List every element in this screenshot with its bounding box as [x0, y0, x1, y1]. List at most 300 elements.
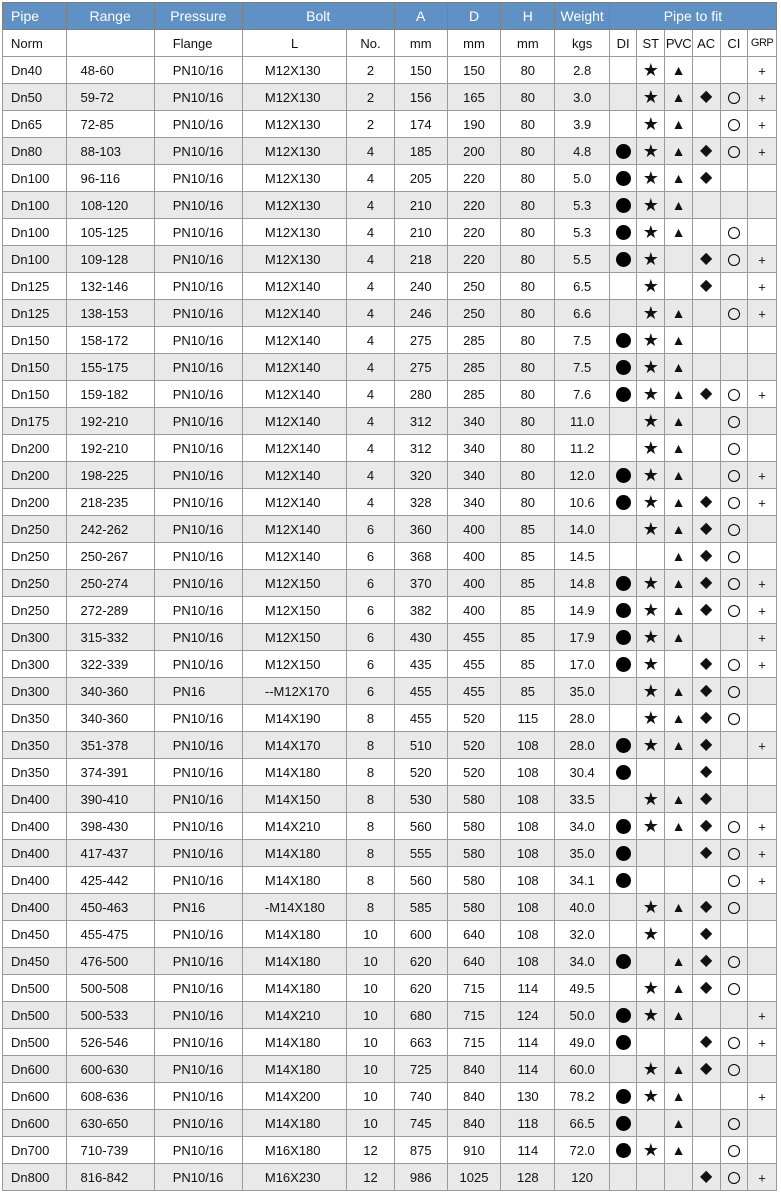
header-h: H [501, 3, 555, 30]
cell-pressure: PN10/16 [154, 408, 242, 435]
hollow-circle-icon [728, 92, 740, 104]
triangle-icon: ▲ [671, 521, 686, 538]
cell-bolt-length: M12X150 [242, 570, 347, 597]
triangle-icon: ▲ [671, 1061, 686, 1078]
table-row [3, 624, 777, 651]
cell-range: 48-60 [66, 57, 154, 84]
triangle-icon: ▲ [671, 89, 686, 106]
cell-d: 400 [447, 597, 500, 624]
cell-fit-pvc [665, 948, 693, 975]
cell-d: 165 [447, 84, 500, 111]
cell-d: 580 [447, 813, 500, 840]
cell-range: 340-360 [66, 705, 154, 732]
plus-icon: + [758, 657, 766, 673]
cell-fit-ci [720, 408, 748, 435]
cell-fit-ac [692, 354, 720, 381]
cell-pressure: PN10/16 [154, 1137, 242, 1164]
subheader-d-mm: mm [447, 30, 500, 57]
diamond-icon: ◆ [700, 547, 713, 565]
cell-range: 398-430 [66, 813, 154, 840]
pipe-spec-table [2, 2, 777, 1191]
cell-fit-di [609, 327, 637, 354]
cell-norm: Dn400 [3, 840, 67, 867]
cell-weight: 17.0 [555, 651, 609, 678]
cell-fit-st [637, 624, 665, 651]
cell-fit-pvc [665, 894, 693, 921]
cell-bolt-length: M12X130 [242, 165, 347, 192]
cell-a: 360 [394, 516, 447, 543]
cell-fit-ci [720, 786, 748, 813]
plus-icon: + [758, 279, 766, 295]
cell-pressure: PN10/16 [154, 1164, 242, 1191]
cell-h: 108 [501, 786, 555, 813]
cell-h: 108 [501, 732, 555, 759]
cell-h: 114 [501, 975, 555, 1002]
cell-fit-st [637, 435, 665, 462]
cell-fit-st [637, 111, 665, 138]
cell-fit-ci [720, 651, 748, 678]
cell-fit-ci [720, 867, 748, 894]
diamond-icon: ◆ [700, 385, 713, 403]
cell-bolt-count: 2 [347, 57, 394, 84]
cell-norm: Dn50 [3, 84, 67, 111]
cell-h: 80 [501, 408, 555, 435]
star-icon: ★ [642, 411, 659, 431]
cell-weight: 34.1 [555, 867, 609, 894]
table-row [3, 138, 777, 165]
star-icon: ★ [642, 627, 659, 647]
cell-fit-ac [692, 246, 720, 273]
cell-fit-ci [720, 921, 748, 948]
cell-fit-ac [692, 1029, 720, 1056]
cell-fit-ci [720, 192, 748, 219]
cell-bolt-length: M12X140 [242, 273, 347, 300]
cell-fit-di [609, 975, 637, 1002]
cell-bolt-length: M14X210 [242, 813, 347, 840]
cell-fit-ci [720, 705, 748, 732]
cell-range: 218-235 [66, 489, 154, 516]
cell-norm: Dn250 [3, 570, 67, 597]
cell-fit-ci [720, 1002, 748, 1029]
subheader-ac: AC [692, 30, 720, 57]
triangle-icon: ▲ [671, 440, 686, 457]
cell-d: 340 [447, 435, 500, 462]
cell-bolt-count: 8 [347, 732, 394, 759]
cell-norm: Dn700 [3, 1137, 67, 1164]
cell-fit-di [609, 192, 637, 219]
cell-fit-pvc [665, 111, 693, 138]
triangle-icon: ▲ [671, 197, 686, 214]
cell-weight: 7.5 [555, 327, 609, 354]
cell-fit-ac [692, 840, 720, 867]
cell-a: 663 [394, 1029, 447, 1056]
star-icon: ★ [642, 816, 659, 836]
subheader-norm: Norm [3, 30, 67, 57]
cell-norm: Dn200 [3, 489, 67, 516]
cell-fit-ac [692, 138, 720, 165]
cell-bolt-count: 10 [347, 975, 394, 1002]
hollow-circle-icon [728, 1172, 740, 1184]
cell-pressure: PN10/16 [154, 759, 242, 786]
cell-fit-st [637, 975, 665, 1002]
cell-weight: 17.9 [555, 624, 609, 651]
header-pressure: Pressure [154, 3, 242, 30]
star-icon: ★ [642, 1005, 659, 1025]
cell-fit-grp [748, 489, 777, 516]
cell-norm: Dn800 [3, 1164, 67, 1191]
cell-bolt-count: 4 [347, 489, 394, 516]
cell-bolt-count: 10 [347, 948, 394, 975]
cell-bolt-count: 4 [347, 246, 394, 273]
table-row [3, 705, 777, 732]
cell-fit-grp [748, 273, 777, 300]
diamond-icon: ◆ [700, 169, 713, 187]
cell-fit-ac [692, 570, 720, 597]
cell-fit-ac [692, 1083, 720, 1110]
cell-bolt-length: M12X140 [242, 354, 347, 381]
cell-fit-pvc [665, 786, 693, 813]
star-icon: ★ [642, 357, 659, 377]
star-icon: ★ [642, 87, 659, 107]
cell-fit-ac [692, 867, 720, 894]
cell-pressure: PN10/16 [154, 462, 242, 489]
table-row [3, 246, 777, 273]
cell-a: 520 [394, 759, 447, 786]
cell-bolt-length: M12X140 [242, 300, 347, 327]
cell-fit-pvc [665, 840, 693, 867]
cell-a: 246 [394, 300, 447, 327]
cell-fit-ci [720, 570, 748, 597]
cell-weight: 14.9 [555, 597, 609, 624]
cell-a: 185 [394, 138, 447, 165]
cell-range: 390-410 [66, 786, 154, 813]
cell-d: 520 [447, 732, 500, 759]
cell-d: 840 [447, 1083, 500, 1110]
cell-fit-pvc [665, 462, 693, 489]
cell-bolt-count: 4 [347, 300, 394, 327]
cell-pressure: PN10/16 [154, 1002, 242, 1029]
cell-range: 816-842 [66, 1164, 154, 1191]
filled-circle-icon [616, 225, 631, 240]
hollow-circle-icon [728, 227, 740, 239]
hollow-circle-icon [728, 416, 740, 428]
cell-fit-st [637, 1002, 665, 1029]
triangle-icon: ▲ [671, 1142, 686, 1159]
cell-bolt-count: 2 [347, 111, 394, 138]
filled-circle-icon [616, 198, 631, 213]
cell-fit-pvc [665, 1110, 693, 1137]
cell-fit-ci [720, 300, 748, 327]
cell-a: 560 [394, 867, 447, 894]
cell-h: 85 [501, 597, 555, 624]
cell-fit-st [637, 813, 665, 840]
cell-weight: 14.5 [555, 543, 609, 570]
cell-bolt-length: M12X150 [242, 597, 347, 624]
cell-range: 59-72 [66, 84, 154, 111]
hollow-circle-icon [728, 983, 740, 995]
header-d: D [447, 3, 500, 30]
cell-fit-ac [692, 219, 720, 246]
cell-fit-di [609, 813, 637, 840]
cell-fit-ac [692, 192, 720, 219]
cell-h: 118 [501, 1110, 555, 1137]
cell-d: 455 [447, 624, 500, 651]
cell-bolt-count: 8 [347, 867, 394, 894]
triangle-icon: ▲ [671, 818, 686, 835]
cell-fit-st [637, 867, 665, 894]
diamond-icon: ◆ [700, 682, 713, 700]
cell-fit-pvc [665, 84, 693, 111]
plus-icon: + [758, 1008, 766, 1024]
cell-range: 450-463 [66, 894, 154, 921]
star-icon: ★ [642, 438, 659, 458]
cell-range: 374-391 [66, 759, 154, 786]
hollow-circle-icon [728, 389, 740, 401]
cell-weight: 3.9 [555, 111, 609, 138]
hollow-circle-icon [728, 308, 740, 320]
table-row [3, 867, 777, 894]
cell-weight: 14.8 [555, 570, 609, 597]
cell-d: 220 [447, 219, 500, 246]
cell-bolt-length: M14X150 [242, 786, 347, 813]
cell-h: 80 [501, 57, 555, 84]
cell-weight: 32.0 [555, 921, 609, 948]
cell-fit-di [609, 894, 637, 921]
cell-h: 85 [501, 678, 555, 705]
cell-fit-st [637, 381, 665, 408]
cell-fit-di [609, 435, 637, 462]
cell-norm: Dn400 [3, 867, 67, 894]
cell-fit-pvc [665, 651, 693, 678]
cell-fit-pvc [665, 408, 693, 435]
cell-bolt-length: M12X150 [242, 624, 347, 651]
cell-bolt-count: 8 [347, 759, 394, 786]
cell-bolt-length: M14X180 [242, 840, 347, 867]
cell-d: 150 [447, 57, 500, 84]
cell-fit-pvc [665, 975, 693, 1002]
cell-weight: 34.0 [555, 813, 609, 840]
diamond-icon: ◆ [700, 736, 713, 754]
cell-norm: Dn80 [3, 138, 67, 165]
star-icon: ★ [642, 1086, 659, 1106]
cell-fit-grp [748, 867, 777, 894]
cell-fit-st [637, 921, 665, 948]
cell-bolt-count: 8 [347, 840, 394, 867]
diamond-icon: ◆ [700, 1060, 713, 1078]
cell-pressure: PN10/16 [154, 651, 242, 678]
cell-h: 85 [501, 624, 555, 651]
cell-fit-st [637, 948, 665, 975]
cell-a: 280 [394, 381, 447, 408]
cell-bolt-count: 4 [347, 462, 394, 489]
cell-range: 192-210 [66, 408, 154, 435]
cell-h: 128 [501, 1164, 555, 1191]
cell-bolt-count: 10 [347, 1002, 394, 1029]
star-icon: ★ [642, 789, 659, 809]
cell-range: 500-533 [66, 1002, 154, 1029]
triangle-icon: ▲ [671, 602, 686, 619]
cell-bolt-count: 4 [347, 219, 394, 246]
cell-h: 108 [501, 759, 555, 786]
cell-fit-ac [692, 1056, 720, 1083]
cell-bolt-count: 4 [347, 165, 394, 192]
triangle-icon: ▲ [671, 737, 686, 754]
cell-norm: Dn250 [3, 597, 67, 624]
cell-range: 630-650 [66, 1110, 154, 1137]
cell-d: 580 [447, 786, 500, 813]
cell-a: 560 [394, 813, 447, 840]
star-icon: ★ [642, 465, 659, 485]
cell-range: 351-378 [66, 732, 154, 759]
cell-fit-di [609, 57, 637, 84]
cell-fit-grp [748, 813, 777, 840]
cell-pressure: PN10/16 [154, 516, 242, 543]
cell-d: 200 [447, 138, 500, 165]
cell-fit-di [609, 408, 637, 435]
cell-fit-ci [720, 840, 748, 867]
hollow-circle-icon [728, 713, 740, 725]
cell-fit-grp [748, 381, 777, 408]
cell-norm: Dn450 [3, 948, 67, 975]
cell-norm: Dn125 [3, 273, 67, 300]
subheader-a-mm: mm [394, 30, 447, 57]
cell-d: 715 [447, 1029, 500, 1056]
cell-bolt-length: M14X180 [242, 1110, 347, 1137]
table-row [3, 894, 777, 921]
cell-range: 425-442 [66, 867, 154, 894]
cell-fit-di [609, 1110, 637, 1137]
cell-norm: Dn300 [3, 651, 67, 678]
star-icon: ★ [642, 681, 659, 701]
cell-weight: 30.4 [555, 759, 609, 786]
cell-fit-st [637, 1056, 665, 1083]
star-icon: ★ [642, 168, 659, 188]
cell-a: 218 [394, 246, 447, 273]
header-row-2 [3, 30, 777, 57]
cell-pressure: PN10/16 [154, 273, 242, 300]
cell-norm: Dn100 [3, 192, 67, 219]
filled-circle-icon [616, 765, 631, 780]
cell-fit-di [609, 732, 637, 759]
cell-fit-st [637, 246, 665, 273]
cell-weight: 60.0 [555, 1056, 609, 1083]
cell-h: 85 [501, 570, 555, 597]
table-row [3, 678, 777, 705]
cell-fit-ci [720, 219, 748, 246]
hollow-circle-icon [728, 902, 740, 914]
cell-fit-di [609, 1083, 637, 1110]
cell-fit-pvc [665, 1164, 693, 1191]
cell-pressure: PN10/16 [154, 57, 242, 84]
cell-fit-st [637, 273, 665, 300]
cell-bolt-count: 8 [347, 786, 394, 813]
cell-norm: Dn250 [3, 516, 67, 543]
cell-fit-st [637, 678, 665, 705]
cell-pressure: PN10/16 [154, 192, 242, 219]
cell-weight: 28.0 [555, 732, 609, 759]
cell-h: 80 [501, 300, 555, 327]
star-icon: ★ [642, 276, 659, 296]
hollow-circle-icon [728, 605, 740, 617]
cell-weight: 3.0 [555, 84, 609, 111]
cell-fit-st [637, 840, 665, 867]
cell-fit-pvc [665, 921, 693, 948]
cell-fit-ac [692, 921, 720, 948]
cell-range: 158-172 [66, 327, 154, 354]
cell-fit-ci [720, 1164, 748, 1191]
cell-h: 108 [501, 813, 555, 840]
cell-fit-ci [720, 597, 748, 624]
cell-d: 1025 [447, 1164, 500, 1191]
cell-d: 910 [447, 1137, 500, 1164]
cell-d: 250 [447, 273, 500, 300]
cell-h: 108 [501, 948, 555, 975]
plus-icon: + [758, 1089, 766, 1105]
cell-d: 340 [447, 408, 500, 435]
cell-h: 80 [501, 219, 555, 246]
diamond-icon: ◆ [700, 655, 713, 673]
cell-norm: Dn200 [3, 462, 67, 489]
cell-bolt-count: 8 [347, 705, 394, 732]
star-icon: ★ [642, 114, 659, 134]
cell-fit-grp [748, 1056, 777, 1083]
cell-fit-grp [748, 1083, 777, 1110]
cell-fit-ac [692, 786, 720, 813]
cell-norm: Dn300 [3, 678, 67, 705]
cell-pressure: PN10/16 [154, 867, 242, 894]
cell-a: 455 [394, 705, 447, 732]
cell-h: 108 [501, 894, 555, 921]
table-row [3, 273, 777, 300]
cell-pressure: PN10/16 [154, 813, 242, 840]
filled-circle-icon [616, 954, 631, 969]
plus-icon: + [758, 117, 766, 133]
cell-fit-di [609, 111, 637, 138]
filled-circle-icon [616, 576, 631, 591]
cell-fit-ac [692, 1164, 720, 1191]
plus-icon: + [758, 252, 766, 268]
cell-fit-pvc [665, 489, 693, 516]
plus-icon: + [758, 819, 766, 835]
cell-norm: Dn500 [3, 975, 67, 1002]
header-bolt: Bolt [242, 3, 394, 30]
cell-range: 455-475 [66, 921, 154, 948]
cell-fit-st [637, 705, 665, 732]
cell-range: 608-636 [66, 1083, 154, 1110]
cell-bolt-length: M14X180 [242, 975, 347, 1002]
cell-a: 275 [394, 354, 447, 381]
table-row [3, 354, 777, 381]
triangle-icon: ▲ [671, 575, 686, 592]
hollow-circle-icon [728, 1118, 740, 1130]
cell-fit-grp [748, 1029, 777, 1056]
cell-fit-di [609, 354, 637, 381]
subheader-kgs: kgs [555, 30, 609, 57]
cell-fit-pvc [665, 813, 693, 840]
cell-bolt-count: 8 [347, 813, 394, 840]
cell-fit-ci [720, 165, 748, 192]
subheader-no: No. [347, 30, 394, 57]
cell-fit-st [637, 786, 665, 813]
star-icon: ★ [642, 1059, 659, 1079]
triangle-icon: ▲ [671, 224, 686, 241]
cell-weight: 40.0 [555, 894, 609, 921]
cell-norm: Dn500 [3, 1029, 67, 1056]
cell-weight: 2.8 [555, 57, 609, 84]
diamond-icon: ◆ [700, 763, 713, 781]
cell-d: 455 [447, 678, 500, 705]
triangle-icon: ▲ [671, 1115, 686, 1132]
